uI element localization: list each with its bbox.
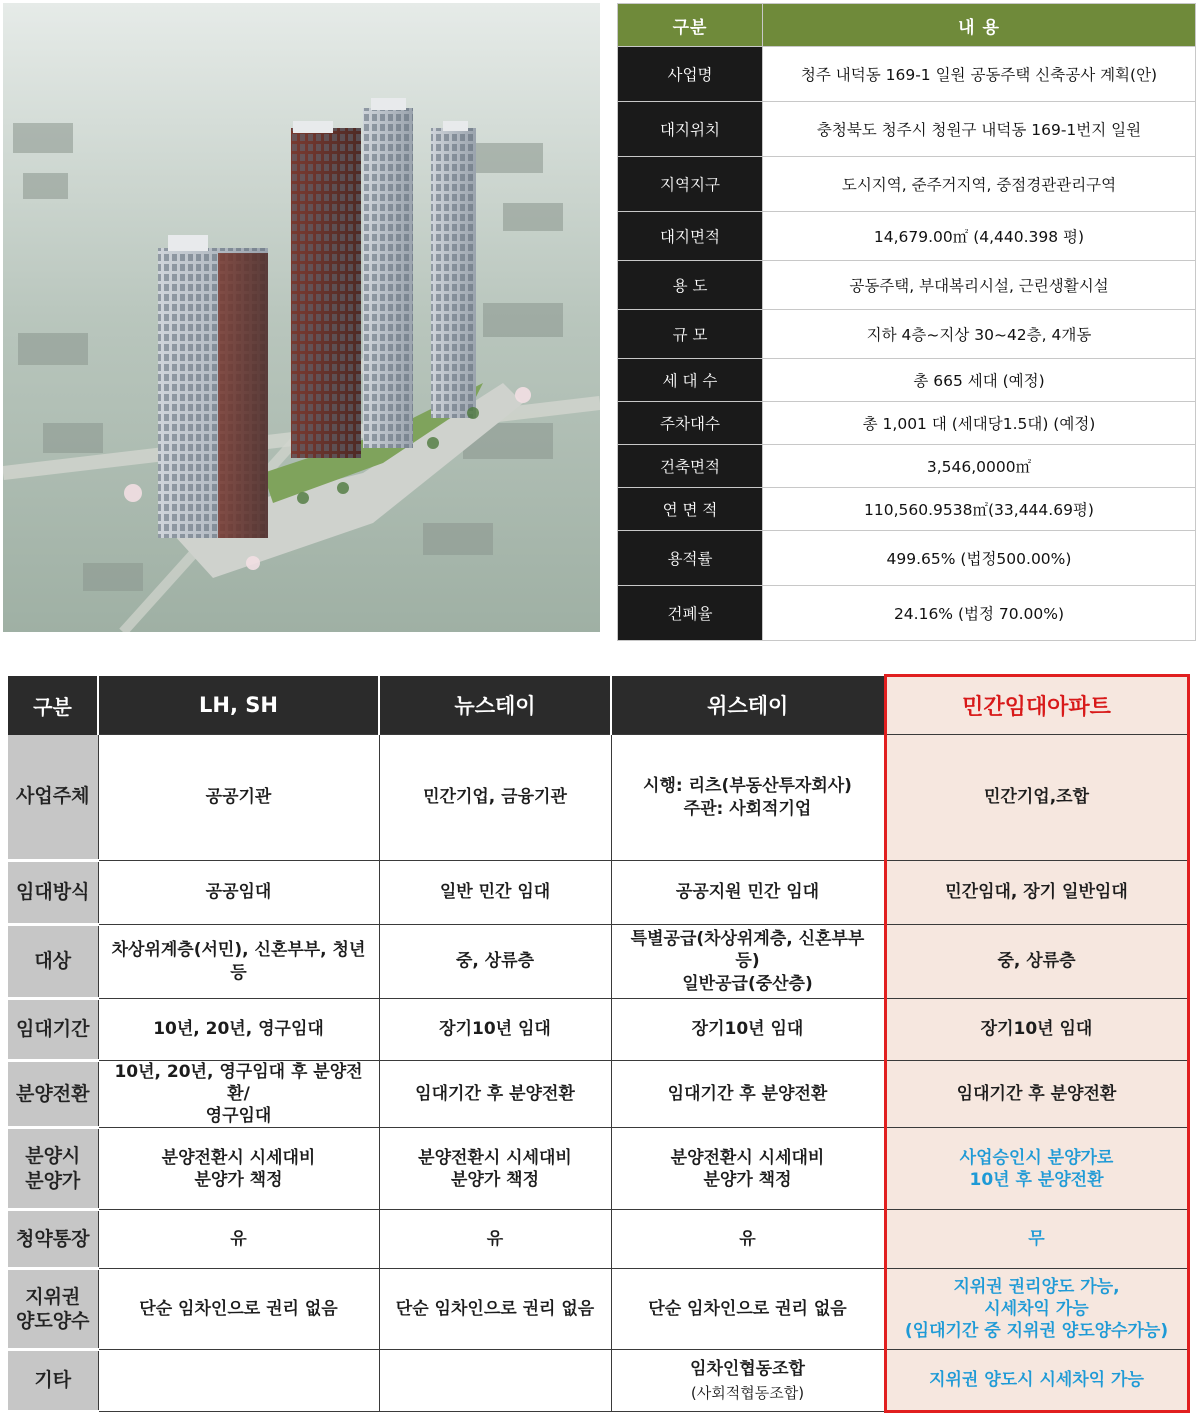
compare-cell-lh	[98, 925, 379, 999]
compare-row-label	[8, 1061, 98, 1128]
cell-text-line: 지위권	[25, 1285, 81, 1308]
overview-row-label: 대지위치	[618, 102, 763, 157]
compare-header-row	[8, 676, 1188, 735]
cell-text-line: 민간기업,조합	[984, 787, 1089, 808]
cell-text-line: 분양시	[25, 1145, 81, 1168]
compare-cell-newstay	[379, 1350, 611, 1412]
cell-text-line: 공공기관	[205, 787, 272, 808]
compare-row-label	[8, 735, 98, 861]
compare-row	[8, 1061, 1188, 1128]
cell-text-line: 일반 민간 임대	[439, 882, 551, 903]
cell-text-line: 대상	[34, 950, 72, 973]
compare-cell-newstay	[379, 1210, 611, 1269]
cell-text-line: 10년 후 분양전환	[969, 1169, 1104, 1190]
compare-cell-wistay	[611, 735, 885, 861]
overview-row-value: 14,679.00㎡ (4,440.398 평)	[763, 212, 1196, 261]
cell-text-line: 무	[1028, 1229, 1045, 1250]
overview-row-label: 대지면적	[618, 212, 763, 261]
cell-text-line: 중, 상류층	[455, 951, 535, 972]
cell-text-line: 사업승인시 분양가로	[959, 1147, 1114, 1168]
overview-row	[618, 261, 1196, 310]
cell-text-line: 유	[739, 1229, 756, 1250]
compare-cell-wistay	[611, 1128, 885, 1210]
cell-text-line: 분양가 책정	[194, 1169, 283, 1190]
compare-header-private: 민간임대아파트	[885, 676, 1188, 735]
compare-cell-newstay	[379, 1128, 611, 1210]
cell-text-line: 중, 상류층	[997, 951, 1076, 972]
compare-header-category: 구분	[8, 676, 98, 735]
overview-header-row	[618, 4, 1196, 47]
cell-text-line: 임대기간 후 분양전환	[415, 1084, 575, 1105]
compare-cell-wistay	[611, 1210, 885, 1269]
overview-row	[618, 586, 1196, 641]
compare-cell-wistay	[611, 861, 885, 925]
overview-row-label: 지역지구	[618, 157, 763, 212]
overview-row-value: 24.16% (법정 70.00%)	[763, 586, 1196, 641]
compare-cell-newstay	[379, 1061, 611, 1128]
cell-text-line: 지위권 양도시 시세차익 가능	[929, 1370, 1144, 1391]
cell-text-line: 분양전환시 시세대비	[161, 1147, 316, 1168]
compare-row-label	[8, 1210, 98, 1269]
overview-header-content: 내 용	[763, 4, 1196, 47]
cell-text-line: 시세차익 가능	[984, 1299, 1089, 1320]
overview-row-label: 주차대수	[618, 402, 763, 445]
cell-text-line: 민간기업, 금융기관	[423, 787, 567, 808]
compare-header-newstay: 뉴스테이	[379, 676, 611, 735]
compare-row	[8, 1210, 1188, 1269]
cell-text-line: 분양가 책정	[450, 1169, 540, 1190]
overview-row-value: 도시지역, 준주거지역, 중점경관관리구역	[763, 157, 1196, 212]
overview-row	[618, 359, 1196, 402]
compare-cell-wistay	[611, 925, 885, 999]
overview-row-label: 건폐율	[618, 586, 763, 641]
cell-text-line: 분양전환시 시세대비	[670, 1147, 825, 1168]
compare-row-label	[8, 1128, 98, 1210]
compare-cell-newstay	[379, 735, 611, 861]
overview-row	[618, 531, 1196, 586]
overview-row-label: 용 도	[618, 261, 763, 310]
compare-cell-newstay	[379, 861, 611, 925]
cell-text-line: 청약통장	[16, 1227, 90, 1250]
overview-row-value: 499.65% (법정500.00%)	[763, 531, 1196, 586]
compare-cell-lh	[98, 1269, 379, 1350]
overview-row	[618, 402, 1196, 445]
compare-cell-private	[885, 861, 1188, 925]
compare-row-label	[8, 925, 98, 999]
overview-row-label: 건축면적	[618, 445, 763, 488]
compare-cell-wistay	[611, 1269, 885, 1350]
cell-text-line: 지위권 권리양도 가능,	[953, 1277, 1120, 1298]
cell-text-line: 분양가	[25, 1169, 81, 1192]
compare-cell-wistay	[611, 999, 885, 1061]
overview-row	[618, 445, 1196, 488]
cell-text-line: 분양전환시 시세대비	[418, 1147, 572, 1168]
compare-cell-private	[885, 1061, 1188, 1128]
compare-cell-private	[885, 999, 1188, 1061]
compare-cell-lh	[98, 1128, 379, 1210]
overview-row	[618, 488, 1196, 531]
compare-row-label	[8, 999, 98, 1061]
cell-text-line: 특별공급(차상위계층, 신혼부부 등)	[630, 929, 865, 972]
overview-row-value: 110,560.9538㎡(33,444.69평)	[763, 488, 1196, 531]
cell-text-line: 공공임대	[205, 882, 272, 903]
cell-text-line: 단순 임차인으로 권리 없음	[395, 1299, 595, 1320]
cell-text-line: 10년, 20년, 영구임대 후 분양전환/	[114, 1062, 363, 1105]
cell-text-line: 임대방식	[16, 881, 90, 904]
compare-cell-private	[885, 1128, 1188, 1210]
compare-cell-lh	[98, 999, 379, 1061]
cell-text-line: 분양전환	[16, 1082, 90, 1105]
rental-comparison-table	[8, 674, 1190, 1413]
cell-text-line: 유	[486, 1229, 504, 1250]
aerial-rendering-image	[3, 3, 600, 632]
cell-text-line: 시행: 리츠(부동산투자회사)	[643, 776, 852, 797]
cell-text-line: 임대기간 후 분양전환	[956, 1084, 1117, 1105]
cell-text-line: 양도양수	[16, 1310, 90, 1333]
overview-row	[618, 47, 1196, 102]
cell-text-line: 차상위계층(서민), 신혼부부, 청년 등	[111, 940, 366, 983]
compare-cell-lh	[98, 1061, 379, 1128]
cell-text-line: 유	[230, 1229, 247, 1250]
compare-header-wistay: 위스테이	[611, 676, 885, 735]
compare-row	[8, 1350, 1188, 1412]
compare-cell-newstay	[379, 1269, 611, 1350]
cell-text-line: 기타	[34, 1369, 72, 1392]
cell-text-line: 단순 임차인으로 권리 없음	[139, 1299, 338, 1320]
cell-text-line: 임차인협동조합	[690, 1358, 805, 1379]
compare-row	[8, 861, 1188, 925]
compare-row	[8, 735, 1188, 861]
cell-text-line: 단순 임차인으로 권리 없음	[648, 1299, 847, 1320]
compare-cell-private	[885, 925, 1188, 999]
cell-text-line: 10년, 20년, 영구임대	[153, 1019, 324, 1040]
overview-row-label: 세 대 수	[618, 359, 763, 402]
overview-row-label: 용적률	[618, 531, 763, 586]
compare-row	[8, 925, 1188, 999]
compare-row	[8, 1269, 1188, 1350]
project-overview-table	[617, 3, 1196, 641]
compare-header-lh: LH, SH	[98, 676, 379, 735]
overview-row	[618, 157, 1196, 212]
compare-cell-lh	[98, 735, 379, 861]
compare-cell-private	[885, 735, 1188, 861]
compare-cell-lh	[98, 861, 379, 925]
overview-row-value: 지하 4층~지상 30~42층, 4개동	[763, 310, 1196, 359]
cell-text-line: 임대기간	[16, 1018, 90, 1041]
cell-text-line: 일반공급(중산층)	[682, 973, 813, 994]
compare-cell-wistay	[611, 1350, 885, 1412]
compare-cell-lh	[98, 1350, 379, 1412]
overview-row	[618, 310, 1196, 359]
overview-row-value: 3,546,0000㎡	[763, 445, 1196, 488]
compare-row-label	[8, 861, 98, 925]
compare-cell-private	[885, 1350, 1188, 1412]
cell-text-line: 민간임대, 장기 일반임대	[945, 882, 1128, 903]
overview-header-category: 구분	[618, 4, 763, 47]
cell-text-line: 공공지원 민간 임대	[675, 882, 820, 903]
compare-cell-private	[885, 1269, 1188, 1350]
cell-text-line: 사업주체	[16, 785, 90, 808]
overview-row-value: 공동주택, 부대복리시설, 근린생활시설	[763, 261, 1196, 310]
compare-row-label	[8, 1269, 98, 1350]
compare-row	[8, 999, 1188, 1061]
compare-cell-lh	[98, 1210, 379, 1269]
compare-cell-private	[885, 1210, 1188, 1269]
overview-row-label: 규 모	[618, 310, 763, 359]
overview-row-value: 총 1,001 대 (세대당1.5대) (예정)	[763, 402, 1196, 445]
cell-text-line: 주관: 사회적기업	[683, 798, 812, 819]
compare-cell-newstay	[379, 925, 611, 999]
cell-text-line: 장기10년 임대	[691, 1019, 804, 1040]
cell-text-line: 장기10년 임대	[980, 1019, 1093, 1040]
cell-text-line: 장기10년 임대	[439, 1019, 551, 1040]
overview-row	[618, 102, 1196, 157]
cell-subtext: (사회적협동조합)	[690, 1384, 805, 1403]
compare-cell-wistay	[611, 1061, 885, 1128]
overview-row-value: 총 665 세대 (예정)	[763, 359, 1196, 402]
overview-row	[618, 212, 1196, 261]
overview-row-value: 청주 내덕동 169-1 일원 공동주택 신축공사 계획(안)	[763, 47, 1196, 102]
compare-cell-newstay	[379, 999, 611, 1061]
cell-text-line: 분양가 책정	[703, 1169, 792, 1190]
overview-row-value: 충청북도 청주시 청원구 내덕동 169-1번지 일원	[763, 102, 1196, 157]
overview-row-label: 사업명	[618, 47, 763, 102]
cell-text-line: 영구임대	[205, 1106, 272, 1127]
cell-text-line: (임대기간 중 지위권 양도양수가능)	[904, 1321, 1169, 1342]
cell-text-line: 임대기간 후 분양전환	[667, 1084, 828, 1105]
compare-row	[8, 1128, 1188, 1210]
overview-row-label: 연 면 적	[618, 488, 763, 531]
compare-row-label	[8, 1350, 98, 1412]
